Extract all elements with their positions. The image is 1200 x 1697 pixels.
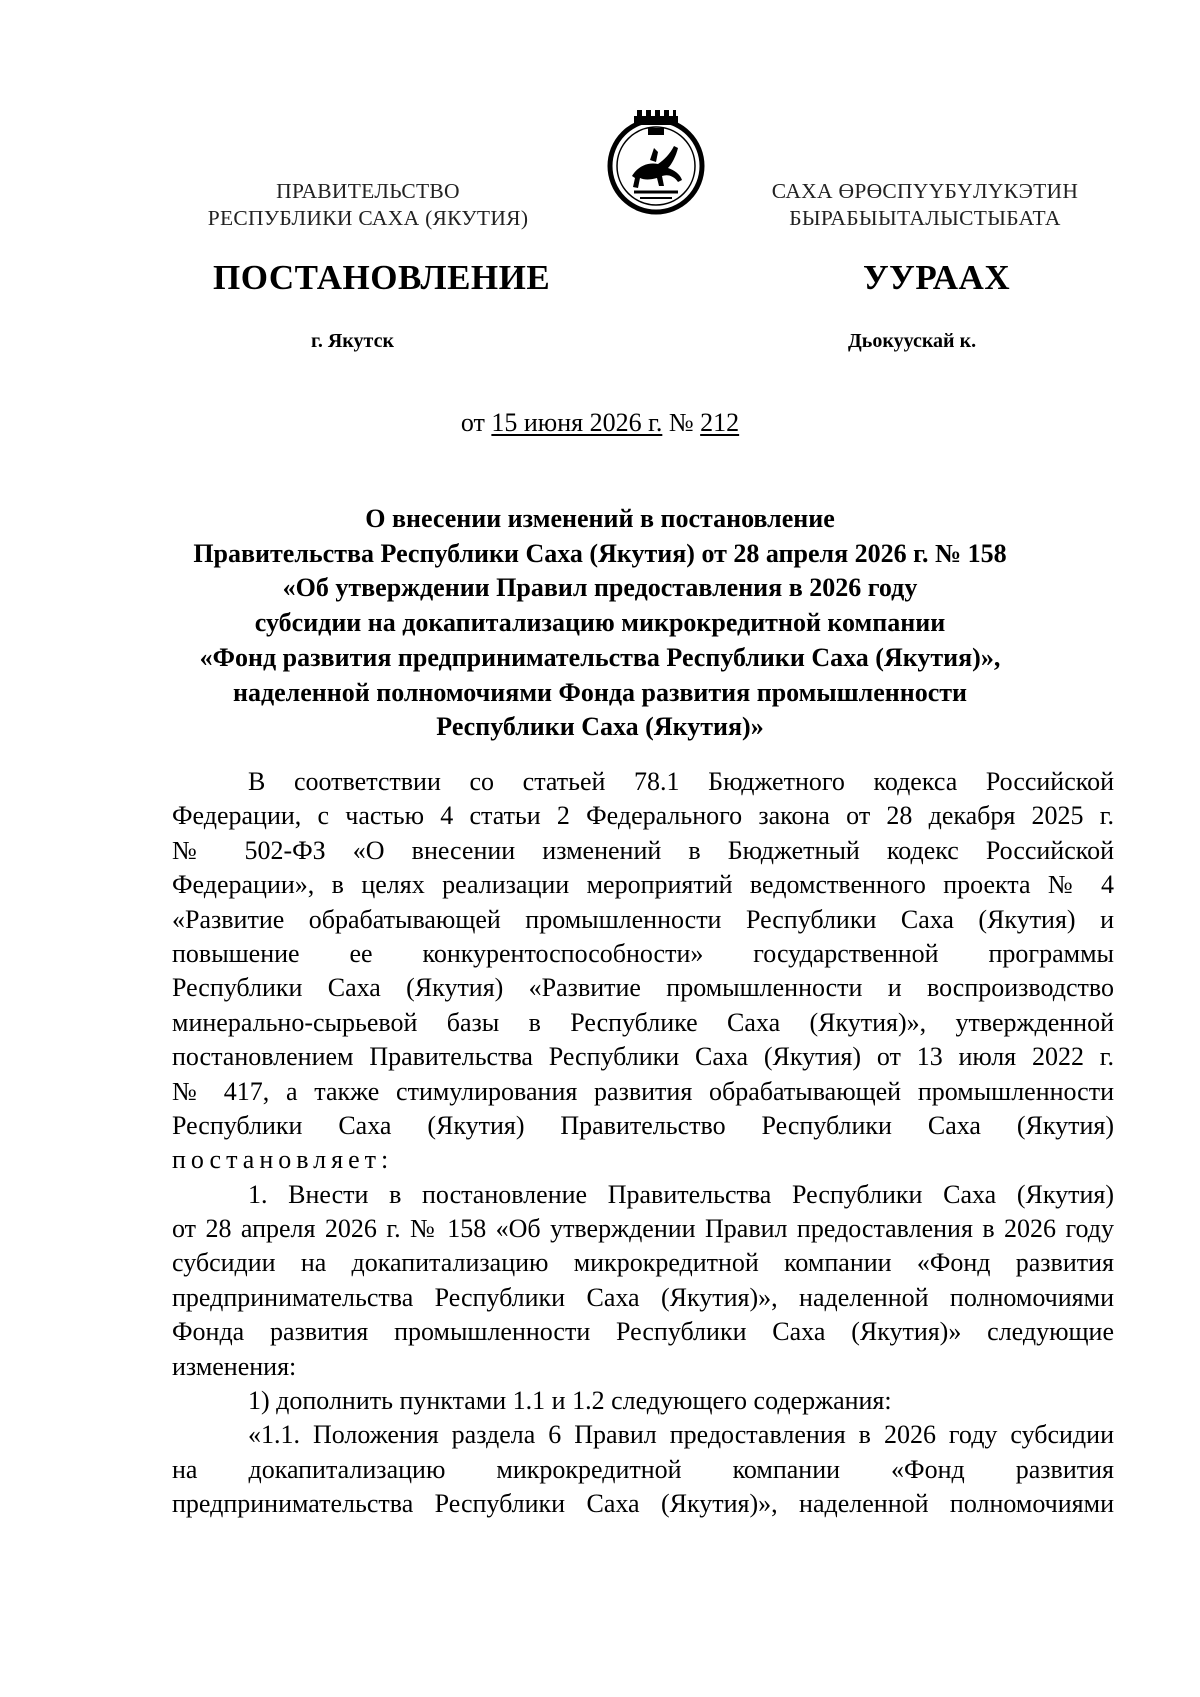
- org-line: РЕСПУБЛИКИ САХА (ЯКУТИЯ): [207, 206, 529, 230]
- title-line: О внесении изменений в постановление: [365, 504, 835, 533]
- body-line: постановляет:: [172, 1145, 394, 1175]
- title-line: «Фонд развития предпринимательства Республики Саха (Якутия)»,: [199, 642, 1001, 672]
- body-line: Федерации», в целях реализации мероприятий ведомственного проекта № 4: [172, 870, 1114, 900]
- title-line: Республики Саха (Якутия)»: [436, 712, 764, 742]
- government-name-yakut: [735, 178, 1115, 232]
- date-prefix: от: [460, 408, 492, 437]
- title-line: Правительства Республики Саха (Якутия) от 28 апреля 2026 г. № 158: [193, 538, 1007, 568]
- document-type-yakut: УУРААХ: [863, 258, 1011, 297]
- coat-of-arms-emblem: [604, 110, 708, 216]
- body-line: Федерации, с частью 4 статьи 2 Федерального закона от 28 декабря 2025 г.: [172, 801, 1114, 831]
- title-line: наделенной полномочиями Фонда развития промышленности: [232, 677, 968, 707]
- body-line: постановлением Правительства Республики Саха (Якутия) от 13 июля 2022 г.: [172, 1042, 1114, 1072]
- body-line: «Развитие обрабатывающей промышленности Республики Саха (Якутия) и: [172, 904, 1114, 934]
- body-line: «1.1. Положения раздела 6 Правил предоставления в 2026 году субсидии: [248, 1420, 1114, 1450]
- title-line: субсидии на докапитализацию микрокредитной компании: [254, 608, 946, 638]
- body-line: на докапитализацию микрокредитной компании «Фонд развития: [172, 1454, 1114, 1484]
- body-line: 1) дополнить пунктами 1.1 и 1.2 следующего содержания:: [248, 1386, 892, 1416]
- body-line: Республики Саха (Якутия) Правительство Республики Саха (Якутия): [172, 1110, 1114, 1140]
- city-russian: г. Якутск: [311, 330, 394, 352]
- body-line: Фонда развития промышленности Республики Саха (Якутия)» следующие: [172, 1317, 1114, 1347]
- org-line: БЫРАБЫЫТАЛЫСТЫБАТА: [789, 206, 1061, 230]
- org-line: ПРАВИТЕЛЬСТВО: [276, 179, 460, 203]
- document-number: 212: [700, 408, 740, 437]
- number-sign: №: [662, 408, 701, 437]
- body-line: предпринимательства Республики Саха (Якутия)», наделенной полномочиями: [172, 1489, 1114, 1519]
- document-body: [172, 765, 1114, 1522]
- body-line: предпринимательства Республики Саха (Якутия)», наделенной полномочиями: [172, 1282, 1114, 1312]
- body-line: минерально-сырьевой базы в Республике Саха (Якутия)», утвержденной: [172, 1007, 1114, 1037]
- city-yakut: Дьокуускай к.: [848, 330, 977, 352]
- body-line: № 417, а также стимулирования развития обрабатывающей промышленности: [172, 1076, 1114, 1106]
- body-line: № 502-ФЗ «О внесении изменений в Бюджетный кодекс Российской: [172, 835, 1114, 865]
- government-name-russian: [178, 178, 558, 232]
- body-line: повышение ее конкурентоспособности» государственной программы: [172, 938, 1114, 968]
- body-line: 1. Внести в постановление Правительства Республики Саха (Якутия): [248, 1179, 1114, 1209]
- document-date-number: [0, 407, 1200, 439]
- document-type-russian: ПОСТАНОВЛЕНИЕ: [213, 258, 551, 297]
- body-line: В соответствии со статьей 78.1 Бюджетного кодекса Российской: [248, 767, 1114, 796]
- body-line: изменения:: [172, 1351, 297, 1381]
- body-line: Республики Саха (Якутия) «Развитие промышленности и воспроизводство: [172, 973, 1114, 1003]
- document-title: [150, 502, 1050, 745]
- body-line: от 28 апреля 2026 г. № 158 «Об утверждении Правил предоставления в 2026 году: [172, 1214, 1114, 1244]
- body-line: субсидии на докапитализацию микрокредитной компании «Фонд развития: [172, 1248, 1114, 1278]
- org-line: САХА ӨРӨСПҮҮБҮЛҮКЭТИН: [771, 179, 1079, 203]
- title-line: «Об утверждении Правил предоставления в 2026 году: [282, 573, 918, 603]
- document-date: 15 июня 2026 г.: [491, 408, 663, 437]
